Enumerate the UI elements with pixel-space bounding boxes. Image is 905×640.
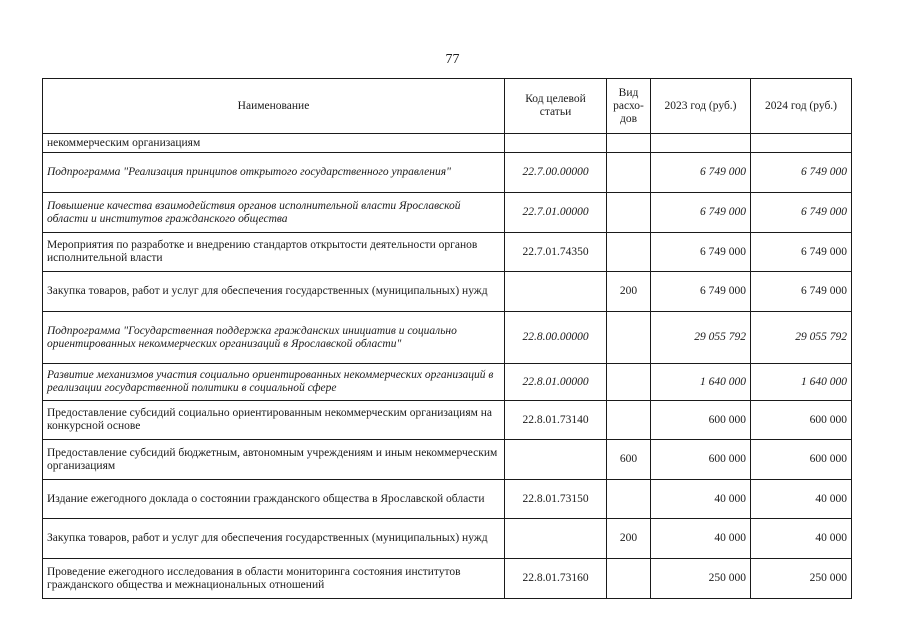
cell-name: Подпрограмма "Государственная поддержка гражданских инициатив и социально ориентированных некоммерческих организаций в Ярославской области" — [43, 312, 505, 364]
cell-2023: 6 749 000 — [651, 233, 751, 272]
header-code: Код целевой статьи — [505, 79, 607, 134]
cell-2023: 6 749 000 — [651, 193, 751, 233]
cell-name: Закупка товаров, работ и услуг для обеспечения государственных (муниципальных) нужд — [43, 272, 505, 312]
cell-2023: 40 000 — [651, 519, 751, 559]
budget-table — [42, 78, 852, 599]
table-row — [43, 193, 852, 233]
table-row — [43, 519, 852, 559]
cell-type — [607, 480, 651, 519]
header-type: Вид расхо-дов — [607, 79, 651, 134]
cell-2023: 40 000 — [651, 480, 751, 519]
cell-2024: 600 000 — [751, 440, 852, 480]
cell-type: 600 — [607, 440, 651, 480]
table-row — [43, 153, 852, 193]
cell-code: 22.8.01.73160 — [505, 559, 607, 599]
cell-name: Предоставление субсидий бюджетным, автономным учреждениям и иным некоммерческим организациям — [43, 440, 505, 480]
table-row — [43, 272, 852, 312]
cell-type — [607, 233, 651, 272]
cell-name: Предоставление субсидий социально ориентированным некоммерческим организациям на конкурсной основе — [43, 401, 505, 440]
cell-2024: 6 749 000 — [751, 272, 852, 312]
cell-2023: 600 000 — [651, 440, 751, 480]
cell-code: 22.8.01.73140 — [505, 401, 607, 440]
cell-2024: 40 000 — [751, 519, 852, 559]
table-row — [43, 440, 852, 480]
cell-code: 22.7.01.00000 — [505, 193, 607, 233]
cell-code — [505, 440, 607, 480]
page-number: 77 — [445, 52, 460, 67]
cell-name: Проведение ежегодного исследования в области мониторинга состояния институтов гражданского общества и межнациональных отношений — [43, 559, 505, 599]
cell-type: 200 — [607, 272, 651, 312]
cell-2023: 6 749 000 — [651, 153, 751, 193]
table-row — [43, 312, 852, 364]
cell-type: 200 — [607, 519, 651, 559]
cell-code — [505, 519, 607, 559]
cell-code: 22.7.01.74350 — [505, 233, 607, 272]
cell-code: 22.8.01.00000 — [505, 364, 607, 401]
header-2024: 2024 год (руб.) — [751, 79, 852, 134]
cell-type — [607, 134, 651, 153]
cell-type — [607, 401, 651, 440]
cell-2023: 250 000 — [651, 559, 751, 599]
table-row — [43, 364, 852, 401]
table-header-row — [43, 79, 852, 134]
cell-code — [505, 134, 607, 153]
cell-code: 22.8.01.73150 — [505, 480, 607, 519]
cell-2024: 29 055 792 — [751, 312, 852, 364]
cell-2024: 1 640 000 — [751, 364, 852, 401]
cell-name: Развитие механизмов участия социально ориентированных некоммерческих организаций в реализации государственной политики в социальной сфере — [43, 364, 505, 401]
cell-name: Мероприятия по разработке и внедрению стандартов открытости деятельности органов исполнительной власти — [43, 233, 505, 272]
cell-2023: 600 000 — [651, 401, 751, 440]
cell-type — [607, 193, 651, 233]
cell-2023: 6 749 000 — [651, 272, 751, 312]
table-row — [43, 401, 852, 440]
table-row — [43, 559, 852, 599]
cell-name: Подпрограмма "Реализация принципов открытого государственного управления" — [43, 153, 505, 193]
cell-type — [607, 153, 651, 193]
cell-name: Повышение качества взаимодействия органов исполнительной власти Ярославской области и институтов гражданского общества — [43, 193, 505, 233]
cell-type — [607, 364, 651, 401]
cell-code: 22.7.00.00000 — [505, 153, 607, 193]
cell-2024: 250 000 — [751, 559, 852, 599]
cell-type — [607, 559, 651, 599]
cell-2024: 40 000 — [751, 480, 852, 519]
table-row — [43, 134, 852, 153]
cell-2023: 29 055 792 — [651, 312, 751, 364]
cell-name: Издание ежегодного доклада о состоянии гражданского общества в Ярославской области — [43, 480, 505, 519]
header-name: Наименование — [43, 79, 505, 134]
table-row — [43, 233, 852, 272]
cell-2023 — [651, 134, 751, 153]
header-2023: 2023 год (руб.) — [651, 79, 751, 134]
cell-name: Закупка товаров, работ и услуг для обеспечения государственных (муниципальных) нужд — [43, 519, 505, 559]
cell-2024: 600 000 — [751, 401, 852, 440]
cell-type — [607, 312, 651, 364]
cell-2023: 1 640 000 — [651, 364, 751, 401]
cell-2024: 6 749 000 — [751, 233, 852, 272]
cell-2024: 6 749 000 — [751, 193, 852, 233]
cell-name: некоммерческим организациям — [43, 134, 505, 153]
cell-code: 22.8.00.00000 — [505, 312, 607, 364]
table-row — [43, 480, 852, 519]
cell-code — [505, 272, 607, 312]
cell-2024 — [751, 134, 852, 153]
cell-2024: 6 749 000 — [751, 153, 852, 193]
